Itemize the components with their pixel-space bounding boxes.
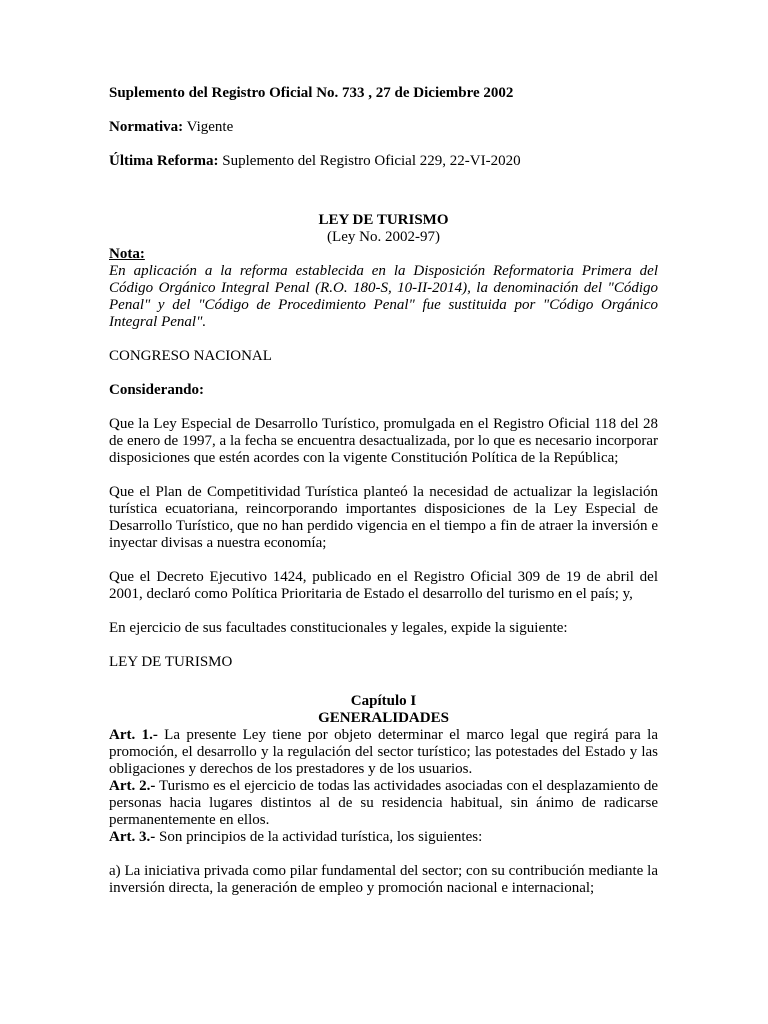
normativa-value: Vigente (186, 119, 234, 135)
considerando-paragraph-1: Que la Ley Especial de Desarrollo Turístico, promulgada en el Registro Oficial 118 del 28 de enero de 1997, a la fecha se encuentra desactualizada, por lo que es necesario incorporar disposiciones que estén acordes con la vigente Constitución Política de la República; (109, 416, 658, 466)
normativa-line (109, 119, 658, 136)
ultima-reforma-label: Última Reforma: (109, 153, 219, 169)
registro-oficial-line: Suplemento del Registro Oficial No. 733 , 27 de Diciembre 2002 (109, 85, 514, 101)
considerando-heading: Considerando: (109, 382, 205, 398)
ultima-reforma-line (109, 153, 658, 170)
article-2-label: Art. 2.- (109, 778, 156, 794)
article-2-text: Turismo es el ejercicio de todas las actividades asociadas con el desplazamiento de personas hacia lugares distintos al de su residencia habitual, sin ánimo de radicarse permanentemente en ellos. (109, 778, 659, 828)
document-page (109, 85, 658, 897)
chapter-number: Capítulo I (350, 693, 417, 709)
article-1-label: Art. 1.- (109, 727, 158, 743)
law-number: (Ley No. 2002-97) (327, 229, 440, 245)
normativa-label: Normativa: (109, 119, 184, 135)
nota-text: En aplicación a la reforma establecida en la Disposición Reformatoria Primera del Código Orgánico Integral Penal (R.O. 180-S, 10-II-2014), la denominación del "Código Penal" y del "Código de Procedimiento Penal" fue sustituida por "Código Orgánico Integral Penal". (109, 263, 658, 330)
article-3-item-a: a) La iniciativa privada como pilar fundamental del sector; con su contribución mediante la inversión directa, la generación de empleo y promoción nacional e internacional; (109, 863, 658, 896)
article-2 (109, 778, 658, 829)
article-3-text: Son principios de la actividad turística, los siguientes: (155, 829, 483, 845)
congreso-nacional: CONGRESO NACIONAL (109, 348, 272, 364)
article-1 (109, 727, 658, 778)
article-1-text: La presente Ley tiene por objeto determinar el marco legal que regirá para la promoción, el desarrollo y la regulación del sector turístico; las potestades del Estado y las obligaciones y derechos de los prestadores y de los usuarios. (109, 727, 658, 777)
law-title: LEY DE TURISMO (318, 212, 449, 228)
considerando-paragraph-3: Que el Decreto Ejecutivo 1424, publicado en el Registro Oficial 309 de 19 de abril del 2001, declaró como Política Prioritaria de Estado el desarrollo del turismo en el país; y, (109, 569, 658, 602)
considerando-paragraph-2: Que el Plan de Competitividad Turística planteó la necesidad de actualizar la legislación turística ecuatoriana, reincorporando importantes disposiciones de la Ley Especial de Desarrollo Turístico, que no han perdido vigencia en el tiempo a fin de atraer la inversión e inyectar divisas a nuestra economía; (109, 484, 658, 551)
ley-de-turismo-line: LEY DE TURISMO (109, 654, 233, 670)
expide-paragraph: En ejercicio de sus facultades constitucionales y legales, expide la siguiente: (109, 620, 568, 636)
nota-label: Nota: (109, 246, 145, 262)
chapter-name: GENERALIDADES (318, 710, 449, 726)
article-3 (109, 829, 658, 846)
ultima-reforma-value: Suplemento del Registro Oficial 229, 22-VI-2020 (222, 153, 521, 169)
article-3-label: Art. 3.- (109, 829, 156, 845)
